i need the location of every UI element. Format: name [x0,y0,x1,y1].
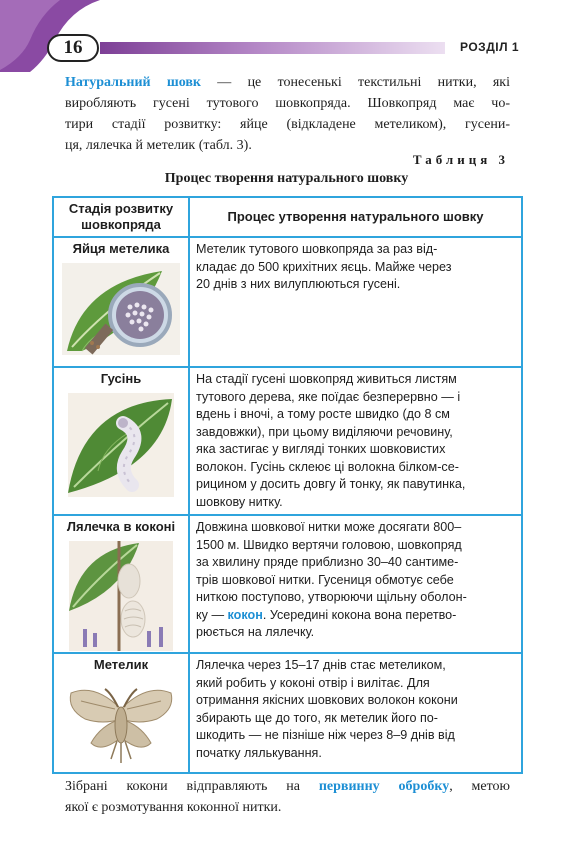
silk-moth-icon [65,679,177,765]
process-cell-caterpillar [189,367,522,515]
term-primary-processing: первинну обробку [318,779,450,794]
intro-paragraph [65,72,510,156]
process-cell-eggs [189,237,522,367]
desc-line: волокон. Гусінь склеює ці волокна білком-се- [196,459,459,474]
intro-line-1: — це тонесенькі текстильні нитки, які [200,75,510,90]
table-row [53,515,522,653]
desc-line: 20 днів з них вилуплюються гусені. [196,277,401,291]
intro-line-3: тири стадії розвитку: яйце (відкладене метеликом), гусени- [65,117,510,132]
section-label: РОЗДІЛ 1 [460,40,520,54]
desc-line: Метелик тутового шовкопряда за раз від- [196,242,438,256]
process-cell-moth [189,653,522,773]
term-natural-silk: Натуральний шовк [65,75,201,90]
intro-line-2: виробляють гусені тутового шовкопряда. Шовкопряд має чо- [65,96,510,111]
desc-line: На стадії гусені шовкопряд живиться листям [196,372,457,386]
desc-fragment: . Усередині кокона вона перетво- [262,607,457,622]
table-row [53,367,522,515]
desc-line: за хвилину пряде приблизно 30–40 сантиме- [196,555,459,569]
intro-line-4: ця, лялечка й метелик (табл. 3). [65,138,252,153]
stage-cell-moth [53,653,189,773]
desc-fragment: ку — [196,607,228,622]
header-bar [100,42,445,54]
desc-line: шовкову нитку. [196,494,283,509]
desc-line: яка застигає у вигляді тонких шовковистих [196,442,446,456]
outro-paragraph [65,776,510,818]
desc-line: початку лялькування. [196,745,322,760]
outro-fragment: , метою [449,779,511,794]
header-stage [53,197,189,237]
desc-line: шкодить — не пізніше ніж через 8–9 днів від [196,728,455,742]
outro-fragment: Зібрані кокони відправляють на [65,779,319,794]
table-label: Таблиця 3 [412,152,509,167]
header-stage-line-1: Стадія розвитку [68,201,174,216]
header-process: Процес утворення натурального шовку [189,197,522,237]
stage-cell-eggs [53,237,189,367]
term-cocoon: кокон [227,607,263,622]
desc-line: тутового дерева, яке поїдає безперервно — і [196,389,461,404]
stage-name: Гусінь [100,371,142,386]
desc-line: рицином у досить довгу й тонку, як павутинка, [196,477,466,491]
table-row [53,237,522,367]
desc-line: рюється на лялечку. [196,625,315,639]
desc-line: Довжина шовкової нитки може досягати 800– [196,520,462,534]
stage-name: Лялечка в коконі [66,519,176,534]
process-cell-cocoon [189,515,522,653]
silk-process-table [52,196,523,774]
header-stage-line-2: шовкопряда [81,217,161,232]
outro-line-2: якої є розмотування коконної нитки. [65,800,282,815]
desc-line: ниткою поступово, утворюючи щільну оболон- [196,590,467,604]
leaf-with-eggs-magnifier-icon [62,263,180,355]
desc-line: Лялечка через 15–17 днів стає метеликом, [196,658,446,672]
page-number: 16 [47,34,99,62]
desc-line: 1500 м. Швидко вертячи головою, шовкопряд [196,537,462,552]
desc-line-with-term [196,607,515,625]
desc-line: завдовжки), при цьому виділяючи речовину, [196,424,453,439]
stage-cell-caterpillar [53,367,189,515]
cocoons-on-branch-icon [69,541,173,651]
table-header-row [53,197,522,237]
table-title: Процес творення натурального шовку [164,171,409,186]
desc-line: який робить у коконі отвір і вилітає. Для [196,675,430,690]
stage-name: Яйця метелика [72,241,170,256]
table-row [53,653,522,773]
desc-line: вдень і вночі, а тому росте швидко (до 8 см [196,407,450,421]
desc-line: отримання якісних шовкових волокон кокони [196,693,458,707]
desc-line: збирають ще до того, як метелик його по- [196,710,438,725]
stage-name: Метелик [93,657,149,672]
desc-line: трів шовкової нитки. Гусениця обмотує себе [196,572,454,587]
caterpillar-on-leaf-icon [68,393,174,497]
desc-line: кладає до 500 крихітних яєць. Майже через [196,259,452,274]
stage-cell-cocoon [53,515,189,653]
